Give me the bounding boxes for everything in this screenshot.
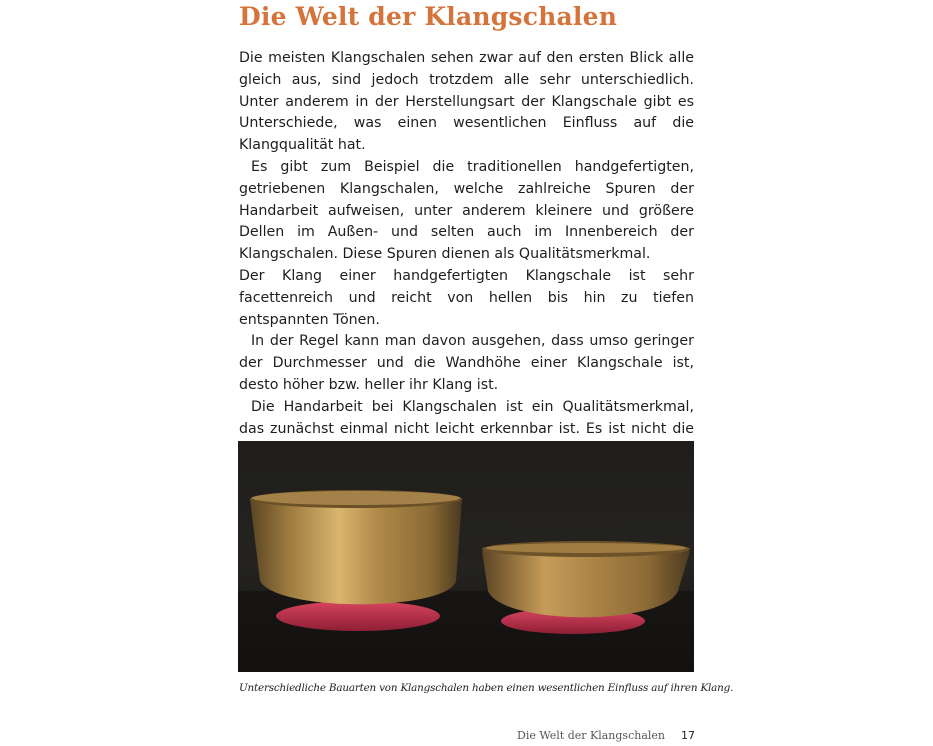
left-cushion bbox=[276, 601, 440, 631]
singing-bowls-photo bbox=[238, 441, 694, 672]
figure-caption: Unterschiedliche Bauarten von Klangschalen haben einen wesentlichen Einfluss auf ihren Klang. bbox=[239, 682, 734, 694]
paragraph-4: In der Regel kann man davon ausgehen, dass umso geringer der Durchmesser und die Wandhöhe einer Klangschale ist, desto höher bzw. heller ihr Klang ist. bbox=[239, 333, 694, 393]
left-bowl bbox=[250, 492, 462, 605]
paragraph-1: Die meisten Klangschalen sehen zwar auf den ersten Blick alle gleich aus, sind jedoch trotzdem alle sehr unterschiedlich. Unter anderem in der Herstellungsart der Klangschale gibt es Unterschiede, was einen wesentlichen Einfluss auf die Klangqualität hat. bbox=[239, 50, 694, 154]
paragraph-2: Es gibt zum Beispiel die traditionellen handgefertigten, getriebenen Klangschalen, welche zahlreiche Spuren der Handarbeit aufweisen, unter anderem kleinere und größere Dellen im Außen- und selten auch im Innenbereich der Klangschalen. Diese Spuren dienen als Qualitätsmerkmal. bbox=[239, 158, 694, 263]
chapter-title: Die Welt der Klangschalen bbox=[239, 2, 618, 31]
page-number: 17 bbox=[681, 729, 695, 742]
body-text bbox=[239, 48, 694, 484]
paragraph-3: Der Klang einer handgefertigten Klangschale ist sehr facettenreich und reicht von hellen bis hin zu tiefen entspannten Tönen. bbox=[239, 267, 694, 328]
paragraph-5: Die Handarbeit bei Klangschalen ist ein Qualitätsmerkmal, das zunächst einmal nicht leicht erkennbar ist. Es ist nicht die bbox=[239, 398, 694, 437]
running-head: Die Welt der Klangschalen bbox=[517, 729, 665, 742]
